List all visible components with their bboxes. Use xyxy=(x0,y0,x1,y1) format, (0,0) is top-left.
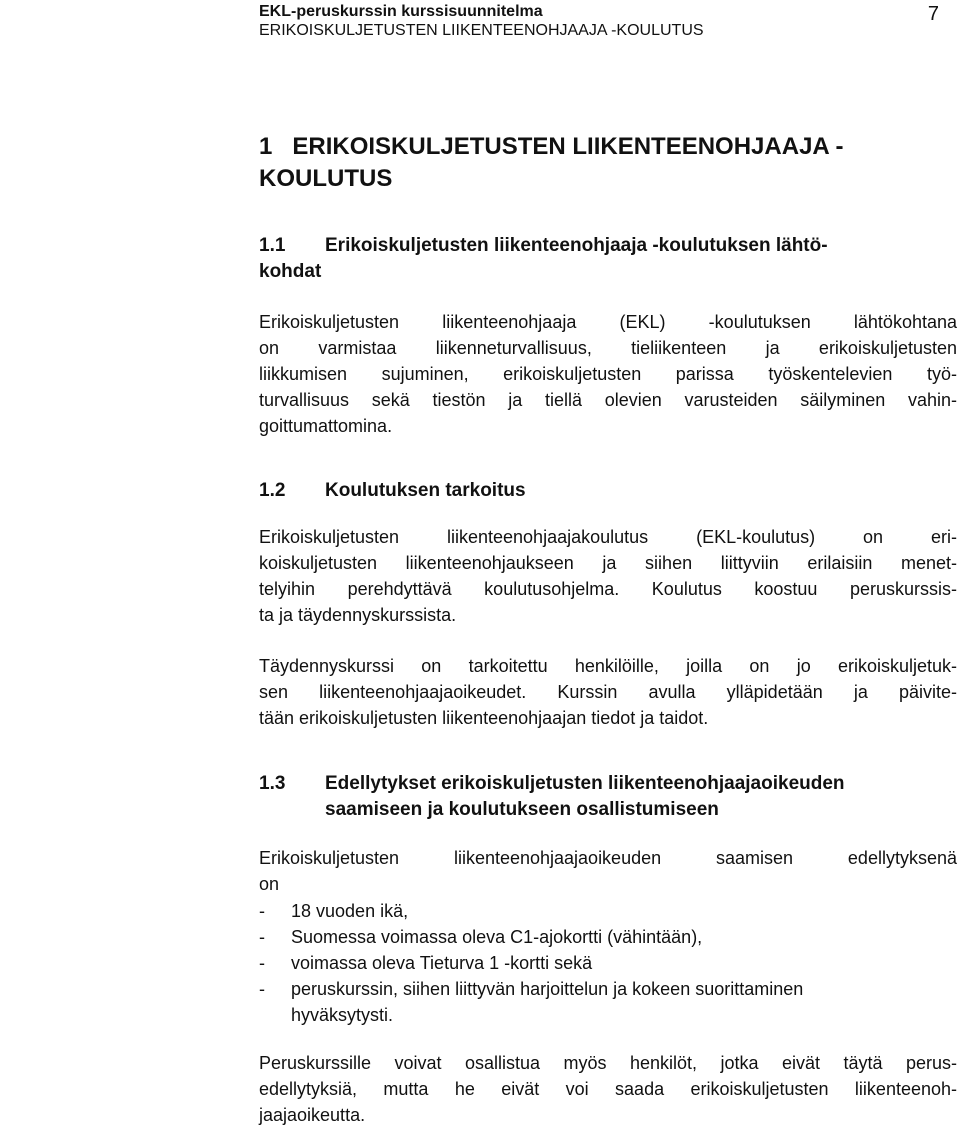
paragraph-line: tään erikoiskuljetusten liikenteenohjaajan tiedot ja taidot. xyxy=(259,708,709,728)
chapter-heading-line-2: KOULUTUS xyxy=(259,165,393,192)
list-item-text: peruskurssin, siihen liittyvän harjoittelun ja kokeen suorittaminen xyxy=(291,979,804,999)
paragraph-line: koiskuljetusten liikenteenohjaukseen ja siihen liittyviin erilaisiin menet- xyxy=(259,553,957,573)
list-item xyxy=(259,898,957,924)
list-item-text: 18 vuoden ikä, xyxy=(291,901,409,921)
paragraph-line: goittumattomina. xyxy=(259,416,393,436)
section-title: Koulutuksen tarkoitus xyxy=(325,480,526,501)
page-number: 7 xyxy=(927,3,939,25)
section-1-1-heading xyxy=(259,233,959,285)
section-1-3-intro xyxy=(259,845,957,897)
list-item xyxy=(259,976,957,1028)
section-title-line-1: Erikoiskuljetusten liikenteenohjaaja -koulutuksen lähtö- xyxy=(325,235,828,256)
list-dash: - xyxy=(259,979,265,999)
section-title-line-2: saamiseen ja koulutukseen osallistumiseen xyxy=(325,799,719,820)
paragraph-line: turvallisuus sekä tiestön ja tiellä olevien varusteiden säilyminen vahin- xyxy=(259,390,957,410)
section-title-line-2: kohdat xyxy=(259,261,322,282)
list-item xyxy=(259,924,957,950)
list-item-text: voimassa oleva Tieturva 1 -kortti sekä xyxy=(291,953,593,973)
requirements-list xyxy=(259,898,957,1028)
paragraph-line: Täydennyskurssi on tarkoitettu henkilöille, joilla on jo erikoiskuljetuk- xyxy=(259,656,957,676)
paragraph-line: on varmistaa liikenneturvallisuus, tieliikenteen ja erikoiskuljetusten xyxy=(259,338,957,358)
section-title-line-1: Edellytykset erikoiskuljetusten liikenteenohjaajaoikeuden xyxy=(325,773,845,794)
paragraph-line: Erikoiskuljetusten liikenteenohjaajakoulutus (EKL-koulutus) on eri- xyxy=(259,527,957,547)
header-subtitle: ERIKOISKULJETUSTEN LIIKENTEENOHJAAJA -KOULUTUS xyxy=(259,22,704,39)
header-title: EKL-peruskurssin kurssisuunnitelma xyxy=(259,3,543,20)
section-1-3-final-paragraph xyxy=(259,1050,957,1128)
paragraph-line: ta ja täydennyskurssista. xyxy=(259,605,457,625)
section-number: 1.3 xyxy=(259,773,286,794)
paragraph-line: sen liikenteenohjaajaoikeudet. Kurssin avulla ylläpidetään ja päivite- xyxy=(259,682,957,702)
list-item-text: Suomessa voimassa oleva C1-ajokortti (vähintään), xyxy=(291,927,703,947)
list-dash: - xyxy=(259,953,265,973)
section-1-2-paragraph-2 xyxy=(259,653,957,731)
paragraph-line: liikkumisen sujuminen, erikoiskuljetusten parissa työskentelevien työ- xyxy=(259,364,957,384)
running-header xyxy=(259,2,949,40)
paragraph-line: jaajaoikeutta. xyxy=(259,1105,366,1125)
paragraph-line: Peruskurssille voivat osallistua myös henkilöt, jotka eivät täytä perus- xyxy=(259,1053,957,1073)
section-1-1-paragraph xyxy=(259,309,957,439)
section-1-2-paragraph-1 xyxy=(259,524,957,628)
paragraph-line: Erikoiskuljetusten liikenteenohjaaja (EKL) -koulutuksen lähtökohtana xyxy=(259,312,957,332)
section-1-3-heading xyxy=(259,771,959,823)
paragraph-line: telyihin perehdyttävä koulutusohjelma. Koulutus koostuu peruskurssis- xyxy=(259,579,957,599)
paragraph-line: edellytyksiä, mutta he eivät voi saada erikoiskuljetusten liikenteenoh- xyxy=(259,1079,957,1099)
paragraph-line: on xyxy=(259,874,280,894)
chapter-heading-line-1: 1 ERIKOISKULJETUSTEN LIIKENTEENOHJAAJA - xyxy=(259,133,844,160)
paragraph-line: Erikoiskuljetusten liikenteenohjaajaoikeuden saamisen edellytyksenä xyxy=(259,848,957,868)
section-1-2-heading xyxy=(259,478,959,504)
section-number: 1.2 xyxy=(259,480,286,501)
list-dash: - xyxy=(259,901,265,921)
section-number: 1.1 xyxy=(259,235,286,256)
list-item xyxy=(259,950,957,976)
list-dash: - xyxy=(259,927,265,947)
chapter-heading xyxy=(259,131,909,195)
list-item-text-continued: hyväksytysti. xyxy=(291,1005,394,1025)
